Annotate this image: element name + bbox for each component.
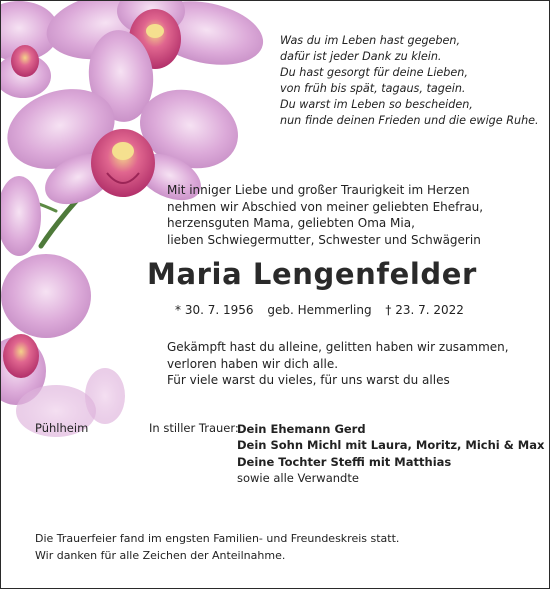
- footer-line: Wir danken für alle Zeichen der Anteilnahme.: [35, 548, 286, 562]
- mourner-line: sowie alle Verwandte: [237, 470, 359, 485]
- intro-line: nehmen wir Abschied von meiner geliebten Ehefrau,: [167, 199, 484, 214]
- funeral-note: [35, 531, 399, 564]
- poem-line: Was du im Leben hast gegeben,: [280, 34, 461, 47]
- intro-line: herzensguten Mama, geliebten Oma Mia,: [167, 216, 415, 230]
- saying-line: Für viele warst du vieles, für uns warst du alles: [167, 373, 450, 387]
- poem-line: Du hast gesorgt für deine Lieben,: [280, 66, 468, 79]
- intro-line: Mit inniger Liebe und großer Traurigkeit im Herzen: [167, 183, 470, 197]
- place-name: Pühlheim: [35, 421, 89, 435]
- life-dates: [175, 303, 474, 317]
- saying-line: verloren haben wir dich alle.: [167, 356, 339, 371]
- poem-line: von früh bis spät, tagaus, tagein.: [280, 82, 466, 95]
- farewell-intro: [167, 182, 483, 248]
- poem-line: Du warst im Leben so bescheiden,: [280, 98, 473, 111]
- poem-line: nun finde deinen Frieden und die ewige Ruhe.: [280, 114, 539, 127]
- mourners-list: [237, 421, 544, 486]
- saying-line: Gekämpft hast du alleine, gelitten haben wir zusammen,: [167, 340, 509, 354]
- mourner-line: Dein Sohn Michl mit Laura, Moritz, Michi & Max: [237, 438, 545, 453]
- intro-line: lieben Schwiegermutter, Schwester und Schwägerin: [167, 232, 481, 247]
- poem-verse: [280, 33, 542, 129]
- mourning-label: In stiller Trauer:: [149, 421, 239, 435]
- birth-name: geb. Hemmerling: [267, 303, 372, 317]
- deceased-name: Maria Lengenfelder: [147, 257, 477, 291]
- footer-line: Die Trauerfeier fand im engsten Familien- und Freundeskreis statt.: [35, 532, 400, 545]
- mourner-line: Dein Ehemann Gerd: [237, 422, 366, 436]
- birth-date: * 30. 7. 1956: [175, 303, 254, 317]
- farewell-saying: [167, 339, 509, 389]
- poem-line: dafür ist jeder Dank zu klein.: [280, 50, 442, 63]
- death-date: † 23. 7. 2022: [385, 303, 464, 317]
- mourner-line: Deine Tochter Steffi mit Matthias: [237, 454, 452, 469]
